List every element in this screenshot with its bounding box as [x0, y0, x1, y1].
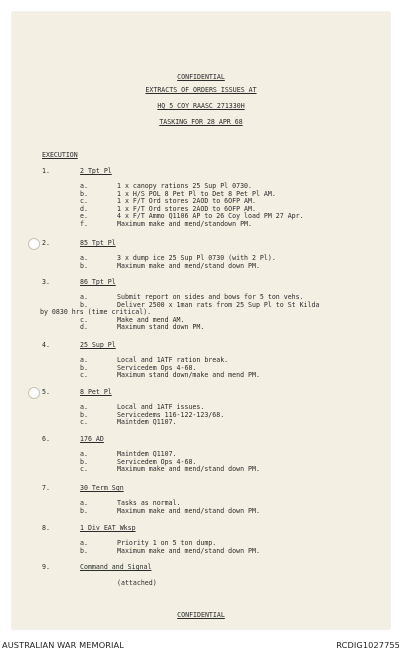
- archive-credit: AUSTRALIAN WAR MEMORIAL: [2, 640, 124, 650]
- header-line-3: TASKING FOR 28 APR 68: [159, 118, 243, 126]
- section-title: 2 Tpt Pl: [80, 167, 112, 175]
- section-number: 8.: [42, 524, 50, 532]
- classification-bottom: CONFIDENTIAL: [177, 611, 225, 619]
- section-number: 1.: [42, 167, 50, 175]
- section-title: 1 Div EAT Wksp: [80, 524, 136, 532]
- classification-top: CONFIDENTIAL: [177, 73, 225, 81]
- section-title: 8 Pet Pl: [80, 388, 112, 396]
- section-number: 4.: [42, 341, 50, 349]
- document-page: [12, 12, 390, 629]
- section-number: 9.: [42, 563, 50, 571]
- section-title: 86 Tpt Pl: [80, 278, 116, 286]
- section-number: 6.: [42, 435, 50, 443]
- section-title: 176 AD: [80, 435, 104, 443]
- section-title: 30 Term Sqn: [80, 484, 124, 492]
- punch-hole-icon: [28, 238, 40, 250]
- header-line-1: EXTRACTS OF ORDERS ISSUES AT: [145, 86, 257, 94]
- section-number: 3.: [42, 278, 50, 286]
- archive-reference-id: RCDIG1027755: [336, 640, 400, 650]
- punch-hole-icon: [28, 387, 40, 399]
- section-title: 25 Sup Pl: [80, 341, 116, 349]
- section-number: 2.: [42, 239, 50, 247]
- section-title: 85 Tpt Pl: [80, 239, 116, 247]
- section-number: 5.: [42, 388, 50, 396]
- section-number: 7.: [42, 484, 50, 492]
- section-title: Command and Signal: [80, 563, 152, 571]
- execution-heading: EXECUTION: [42, 151, 78, 159]
- header-line-2: HQ 5 COY RAASC 271330H: [157, 102, 245, 110]
- orders-document: CONFIDENTIAL EXTRACTS OF ORDERS ISSUES AT HQ 5 COY RAASC 271330H TASKING FOR 28 APR 68 EXECUTION 1. 2 Tpt Pl a. 1 x canopy rations 25 Sup Pl 0730. b. 1 x H/S POL 8 Pet Pl to Det 8 Pet Pl AM. c. 1 x F/T Ord stores 2AOD to 6OFP AM. d. 1 x F/T Ord stores 2AOD to 6OFP AM. e. 4 x F/T Ammo Q1106 AP to 26 Coy load PM 27 Apr. f. Maximum make and mend/standown PM. 2. 85 Tpt Pl a. 3 x dump ice 25 Sup Pl 0730 (with 2 Pl). b. Maximum make and mend/stand down PM. 3. 86 Tpt Pl a. Submit report on sides and bows for 5 ton vehs. b. Deliver 2500 x 1man rats from 25 Sup Pl to St Kilda by 0830 hrs (time critical). c. Make and mend AM. d. Maximum stand down PM. 4. 25 Sup Pl a. Local and 1ATF ration break. b. Servicedem Ops 4-68. c. Maximum stand down/make and mend PM. 5. 8 Pet Pl a. Local and 1ATF issues. b. Servicedems 116-122-123/68. c. Maintdem Q1107. 6. 176 AD a. Maintdem Q1107. b. Servicedem Ops 4-68. c. Maximum make and mend/stand down PM. 7. 30 Term Sqn a. Tasks as normal. b. Maximum make and mend/stand down PM. 8. 1 Div EAT Wksp a. Priority 1 on 5 ton dump. b. Maximum make and mend/stand down PM. 9. Command and Signal (attached) CONFIDENTIAL: [12, 12, 390, 629]
